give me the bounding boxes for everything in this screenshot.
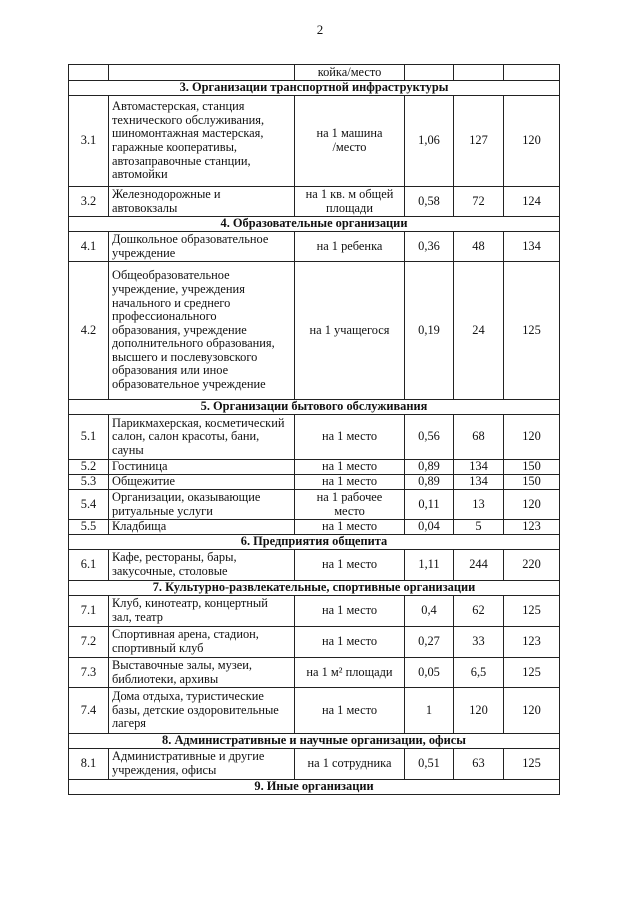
- table-row: [69, 187, 560, 217]
- table-row: [69, 65, 560, 81]
- unit-of-measure: [295, 232, 405, 262]
- text-line: площади: [326, 200, 373, 215]
- row-number: 5.5: [69, 520, 109, 535]
- value-2: 125: [504, 596, 560, 627]
- value-1: 63: [454, 749, 504, 780]
- organization-type: [109, 749, 295, 780]
- text-line: на 1 м² площади: [306, 664, 393, 679]
- row-number: 6.1: [69, 550, 109, 581]
- text-line: учреждение, учреждения: [112, 281, 245, 296]
- unit-of-measure: [295, 550, 405, 581]
- text-line: Кладбища: [112, 519, 167, 534]
- unit-of-measure: [295, 475, 405, 490]
- text-line: лагеря: [112, 716, 146, 731]
- text-line: профессионального: [112, 309, 217, 324]
- table-row: [69, 232, 560, 262]
- value-1: 72: [454, 187, 504, 217]
- value-1: 62: [454, 596, 504, 627]
- unit-of-measure: [295, 415, 405, 460]
- unit-of-measure: [295, 460, 405, 475]
- organization-type: [109, 262, 295, 400]
- row-number: 7.3: [69, 658, 109, 688]
- text-line: библиотеки, архивы: [112, 671, 219, 686]
- coefficient: 0,11: [405, 490, 454, 520]
- text-line: /место: [332, 140, 367, 154]
- coefficient: 0,89: [405, 475, 454, 490]
- value-1: 68: [454, 415, 504, 460]
- row-number: 8.1: [69, 749, 109, 780]
- section-header-row: [69, 81, 560, 96]
- section-header-row: [69, 217, 560, 232]
- coefficient: 0,89: [405, 460, 454, 475]
- value-2: 123: [504, 627, 560, 658]
- norms-table: [68, 64, 560, 795]
- text-line: зал, театр: [112, 610, 163, 624]
- value-2: 125: [504, 658, 560, 688]
- text-line: высшего и послевузовского: [112, 349, 258, 364]
- value-1: 134: [454, 475, 504, 490]
- text-line: на 1 место: [321, 603, 378, 618]
- text-line: автомойки: [112, 167, 168, 182]
- table-row: [69, 550, 560, 581]
- table-row: [69, 688, 560, 734]
- coefficient: 0,36: [405, 232, 454, 262]
- value-1: 6,5: [454, 658, 504, 688]
- text-line: сауны: [112, 442, 144, 457]
- value-2: 120: [504, 490, 560, 520]
- text-line: ритуальные услуги: [112, 503, 213, 518]
- text-line: учреждение: [112, 245, 176, 260]
- organization-type: [109, 627, 295, 658]
- value-2: 220: [504, 550, 560, 581]
- row-number: 7.4: [69, 688, 109, 734]
- text-line: на 1 место: [321, 702, 378, 717]
- text-line: Спортивная арена, стадион,: [112, 627, 259, 642]
- unit-of-measure: [295, 749, 405, 780]
- coefficient: [405, 65, 454, 81]
- table-row: [69, 627, 560, 658]
- row-number: 3.1: [69, 96, 109, 187]
- text-line: на 1 место: [321, 429, 378, 444]
- text-line: автовокзалы: [112, 200, 178, 215]
- value-2: 120: [504, 688, 560, 734]
- text-line: Дошкольное образовательное: [112, 231, 269, 246]
- unit-of-measure: [295, 520, 405, 535]
- value-2: 150: [504, 475, 560, 490]
- value-1: 127: [454, 96, 504, 187]
- section-header-row: [69, 400, 560, 415]
- value-2: 125: [504, 262, 560, 400]
- text-line: на 1 кв. м общей: [305, 186, 394, 201]
- text-line: гаражные кооперативы,: [112, 140, 237, 154]
- coefficient: 1: [405, 688, 454, 734]
- text-line: на 1 место: [321, 634, 378, 649]
- text-line: базы, детские оздоровительные: [112, 702, 279, 717]
- unit-of-measure: [295, 187, 405, 217]
- text-line: образования, учреждение: [112, 322, 247, 337]
- text-line: технического обслуживания,: [112, 112, 265, 127]
- text-line: Клуб, кинотеатр, концертный: [112, 596, 268, 611]
- value-1: 134: [454, 460, 504, 475]
- row-number: 7.2: [69, 627, 109, 658]
- table-row: [69, 460, 560, 475]
- coefficient: 0,51: [405, 749, 454, 780]
- text-line: дополнительного образования,: [112, 336, 275, 351]
- value-1: [454, 65, 504, 81]
- coefficient: 0,19: [405, 262, 454, 400]
- text-line: на 1 учащегося: [309, 322, 390, 337]
- table-row: [69, 415, 560, 460]
- value-1: 13: [454, 490, 504, 520]
- text-line: салон, салон красоты, бани,: [112, 429, 260, 444]
- row-number: 4.2: [69, 262, 109, 400]
- section-title: 7. Культурно-развлекательные, спортивные организации: [69, 581, 560, 596]
- table-row: [69, 490, 560, 520]
- unit-of-measure: [295, 262, 405, 400]
- organization-type: [109, 460, 295, 475]
- text-line: на 1 рабочее: [316, 489, 383, 504]
- text-line: Организации, оказывающие: [112, 489, 261, 504]
- organization-type: [109, 475, 295, 490]
- row-number: 7.1: [69, 596, 109, 627]
- section-header-row: [69, 734, 560, 749]
- text-line: на 1 место: [321, 519, 378, 534]
- row-number: 5.2: [69, 460, 109, 475]
- organization-type: [109, 520, 295, 535]
- table-row: [69, 749, 560, 780]
- text-line: шиномонтажная мастерская,: [112, 126, 264, 141]
- row-number: [69, 65, 109, 81]
- value-1: 48: [454, 232, 504, 262]
- norms-table-body: [69, 65, 560, 795]
- text-line: Дома отдыха, туристические: [112, 689, 264, 704]
- text-line: спортивный клуб: [112, 641, 204, 655]
- value-1: 33: [454, 627, 504, 658]
- unit-of-measure: [295, 596, 405, 627]
- value-1: 120: [454, 688, 504, 734]
- row-number: 5.4: [69, 490, 109, 520]
- unit-of-measure: [295, 627, 405, 658]
- section-title: 4. Образовательные организации: [69, 217, 560, 232]
- organization-type: [109, 96, 295, 187]
- text-line: Автомастерская, станция: [112, 99, 245, 114]
- row-number: 3.2: [69, 187, 109, 217]
- organization-type: [109, 415, 295, 460]
- organization-type: [109, 658, 295, 688]
- section-title: 3. Организации транспортной инфраструктуры: [69, 81, 560, 96]
- section-title: 8. Административные и научные организации, офисы: [69, 734, 560, 749]
- section-title: 6. Предприятия общепита: [69, 535, 560, 550]
- value-2: 120: [504, 415, 560, 460]
- text-line: Железнодорожные и: [112, 186, 221, 201]
- value-2: 134: [504, 232, 560, 262]
- organization-type: [109, 688, 295, 734]
- text-line: на 1 место: [321, 474, 378, 489]
- value-2: 125: [504, 749, 560, 780]
- text-line: Гостиница: [112, 459, 168, 474]
- row-number: 5.3: [69, 475, 109, 490]
- value-2: 123: [504, 520, 560, 535]
- text-line: Административные и другие: [112, 749, 265, 764]
- text-line: автозаправочные станции,: [112, 153, 251, 168]
- text-line: Парикмахерская, косметический: [112, 415, 285, 430]
- text-line: на 1 место: [321, 557, 378, 572]
- value-1: 5: [454, 520, 504, 535]
- coefficient: 0,58: [405, 187, 454, 217]
- unit-of-measure: [295, 490, 405, 520]
- organization-type: [109, 65, 295, 81]
- unit-of-measure: [295, 96, 405, 187]
- section-title: 5. Организации бытового обслуживания: [69, 400, 560, 415]
- text-line: на 1 место: [321, 459, 378, 474]
- text-line: на 1 сотрудника: [307, 756, 392, 771]
- organization-type: [109, 232, 295, 262]
- text-line: закусочные, столовые: [112, 564, 228, 578]
- value-2: 150: [504, 460, 560, 475]
- coefficient: 0,27: [405, 627, 454, 658]
- text-line: образовательное учреждение: [112, 377, 266, 392]
- text-line: учреждения, офисы: [112, 763, 217, 777]
- section-header-row: [69, 780, 560, 795]
- row-number: 4.1: [69, 232, 109, 262]
- coefficient: 0,56: [405, 415, 454, 460]
- row-number: 5.1: [69, 415, 109, 460]
- table-row: [69, 596, 560, 627]
- text-line: место: [334, 503, 365, 518]
- table-row: [69, 96, 560, 187]
- table-row: [69, 520, 560, 535]
- organization-type: [109, 550, 295, 581]
- text-line: Кафе, рестораны, бары,: [112, 550, 237, 565]
- value-2: 124: [504, 187, 560, 217]
- table-row: [69, 262, 560, 400]
- unit-of-measure: [295, 688, 405, 734]
- table-row: [69, 475, 560, 490]
- text-line: Общеобразовательное: [112, 268, 230, 283]
- value-1: 244: [454, 550, 504, 581]
- organization-type: [109, 187, 295, 217]
- section-header-row: [69, 535, 560, 550]
- organization-type: [109, 596, 295, 627]
- value-2: 120: [504, 96, 560, 187]
- text-line: образования или иное: [112, 363, 229, 378]
- unit-of-measure: [295, 658, 405, 688]
- text-line: на 1 машина: [316, 126, 383, 141]
- text-line: Выставочные залы, музеи,: [112, 657, 252, 672]
- page-number: 2: [316, 22, 324, 37]
- value-2: [504, 65, 560, 81]
- coefficient: 0,04: [405, 520, 454, 535]
- section-title: 9. Иные организации: [69, 780, 560, 795]
- coefficient: 1,11: [405, 550, 454, 581]
- text-line: Общежитие: [112, 474, 176, 489]
- text-line: начального и среднего: [112, 295, 231, 310]
- value-1: 24: [454, 262, 504, 400]
- text-line: на 1 ребенка: [316, 238, 383, 253]
- coefficient: 1,06: [405, 96, 454, 187]
- organization-type: [109, 490, 295, 520]
- coefficient: 0,4: [405, 596, 454, 627]
- unit-of-measure: койка/место: [295, 65, 405, 81]
- section-header-row: [69, 581, 560, 596]
- table-row: [69, 658, 560, 688]
- coefficient: 0,05: [405, 658, 454, 688]
